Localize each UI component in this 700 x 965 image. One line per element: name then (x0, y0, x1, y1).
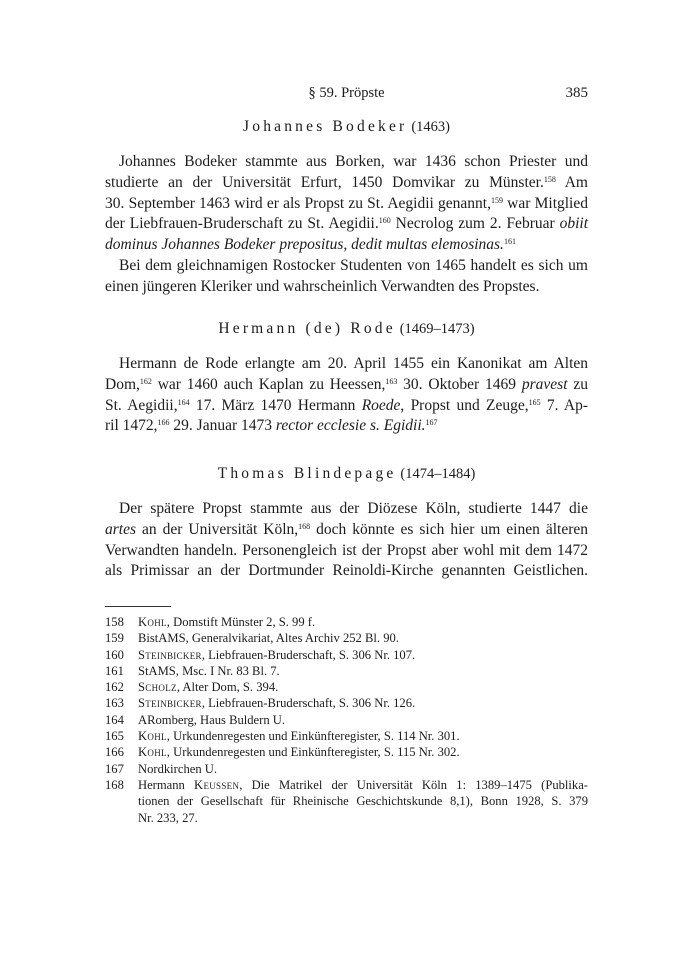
author-name: Scholz (138, 680, 177, 695)
text-run: ril 1472, (105, 417, 158, 435)
text-run: tionen der Gesellschaft für Rheinische Geschichtskunde 8,1), Bonn 1928, S. 379 (138, 794, 588, 809)
text-line (105, 499, 588, 520)
footnotes (105, 614, 588, 826)
text-run: , Urkundenregesten und Einkünfteregister, S. 114 Nr. 301. (166, 729, 460, 744)
footnote (105, 761, 588, 777)
text-run: Hermann de Rode erlangte am 20. April 1455 ein Kanonikat am Alten (119, 355, 588, 372)
footnote-number: 162 (105, 680, 124, 695)
author-name: Keussen (194, 777, 240, 792)
footnote (105, 728, 588, 744)
text-run: war Mitglied (502, 194, 588, 212)
section-heading-name: Hermann (de) Rode (218, 320, 396, 337)
footnote-line (138, 728, 588, 744)
text-run: 17. März 1470 Hermann (189, 396, 362, 414)
footnote-line (138, 647, 588, 663)
italic-text: pravest (521, 375, 568, 393)
text-run: St. Aegidii, (105, 396, 178, 414)
footnote-line (138, 695, 588, 711)
text-line (105, 541, 588, 562)
text-line (105, 194, 588, 215)
footnote-line (138, 810, 588, 826)
text-run: Verwandten handeln. Personengleich ist der Propst aber wohl mit dem 1472 (105, 541, 588, 559)
footnote (105, 695, 588, 711)
text-run: Nordkirchen U. (138, 761, 218, 776)
footnote-line (138, 614, 588, 630)
italic-text: obiit (559, 215, 589, 233)
text-line (105, 354, 588, 375)
text-run: 30. September 1463 wird er als Propst zu St. Aegidii genannt, (105, 194, 491, 212)
footnote-line (138, 777, 588, 793)
footnote-line (138, 663, 588, 679)
text-line (105, 152, 588, 173)
section-heading (105, 465, 588, 483)
footnote-number: 167 (105, 761, 124, 776)
footnote-number: 168 (105, 777, 124, 792)
footnote-number: 164 (105, 712, 124, 727)
text-run: Der spätere Propst stammte aus der Diözese Köln, studierte 1447 die (119, 500, 588, 517)
footnote-text (138, 647, 588, 663)
text-run: war 1460 auch Kaplan zu Heessen, (151, 375, 386, 393)
author-name: Kohl (138, 615, 167, 629)
text-run: Bei dem gleichnamigen Rostocker Studenten von 1465 handelt es sich um (119, 257, 588, 274)
footnote-text (138, 712, 588, 728)
footnote-ref: 162 (139, 376, 152, 386)
footnote (105, 614, 588, 630)
footnote (105, 663, 588, 679)
footnote-text (138, 728, 588, 744)
footnote-text (138, 777, 588, 826)
text-line (105, 375, 588, 396)
text-run: , Domstift Münster 2, S. 99 f. (166, 615, 316, 629)
text-run: 29. Januar 1473 (169, 417, 276, 435)
text-line (105, 235, 588, 256)
section-heading-name: Thomas Blindepage (217, 465, 397, 482)
footnote-ref: 159 (490, 195, 503, 205)
footnote-rule (105, 606, 171, 607)
footnote (105, 744, 588, 760)
text-run: einen jüngeren Kleriker und wahrscheinlich Verwandten des Propstes. (105, 277, 540, 295)
footnote-text (138, 744, 588, 760)
section-heading-years: (1469–1473) (399, 321, 475, 337)
body-paragraph (105, 499, 588, 582)
author-name: Kohl (138, 745, 167, 760)
body-paragraph (105, 354, 588, 437)
text-line (105, 214, 588, 235)
footnote-number: 161 (105, 663, 124, 678)
text-run: doch könnte es sich hier um einen älteren (310, 520, 588, 538)
footnote-number: 163 (105, 696, 124, 711)
text-run: Dom, (105, 375, 140, 393)
italic-text: Roede (361, 396, 401, 414)
text-run: BistAMS, Generalvikariat, Altes Archiv 252 Bl. 90. (138, 631, 399, 646)
author-name: Kohl (138, 729, 167, 744)
text-run: Necrolog zum 2. Februar (390, 215, 560, 233)
text-line (105, 256, 588, 277)
text-run: zu (567, 375, 589, 393)
section-heading-years: (1474–1484) (400, 466, 476, 482)
text-run: Am (555, 173, 588, 191)
footnote-line (138, 761, 588, 777)
footnote-number: 158 (105, 615, 124, 629)
text-run: StAMS, Msc. I Nr. 83 Bl. 7. (138, 663, 280, 678)
author-name: Steinbicker (138, 696, 202, 711)
footnote-ref: 163 (385, 376, 398, 386)
footnote-ref: 166 (157, 418, 170, 428)
text-run: 30. Oktober 1469 (397, 375, 522, 393)
text-run: studierte an der Universität Erfurt, 1450 Domvikar zu Münster. (105, 173, 544, 191)
text-run: Nr. 233, 27. (138, 810, 198, 825)
section-heading (105, 320, 588, 338)
footnote-ref: 160 (378, 216, 391, 226)
footnote-ref: 158 (543, 174, 556, 184)
text-run: an der Universität Köln, (136, 520, 299, 538)
text-line (105, 277, 588, 298)
text-run: der Liebfrauen-Bruderschaft zu St. Aegidii. (105, 215, 379, 233)
footnote-ref: 168 (298, 521, 311, 531)
footnote (105, 630, 588, 646)
footnote-line (138, 630, 588, 646)
footnote (105, 712, 588, 728)
section-heading-years: (1463) (411, 119, 450, 135)
footnote-text (138, 679, 588, 695)
footnote-text (138, 614, 588, 630)
section-heading (105, 118, 588, 136)
text-run: , Liebfrauen-Bruderschaft, S. 306 Nr. 126. (201, 696, 416, 711)
text-line (105, 520, 588, 541)
text-run: ARomberg, Haus Buldern U. (138, 712, 286, 727)
footnote-text (138, 663, 588, 679)
footnote-number: 165 (105, 729, 124, 744)
text-line (105, 561, 588, 582)
text-line (105, 396, 588, 417)
section-heading-name: Johannes Bodeker (243, 118, 408, 135)
footnote (105, 777, 588, 826)
body-paragraph (105, 256, 588, 298)
footnote-ref: 167 (425, 418, 438, 428)
author-name: Steinbicker (138, 647, 202, 662)
text-run: Hermann (138, 777, 195, 792)
footnote-line (138, 793, 588, 809)
footnote-ref: 164 (177, 397, 190, 407)
footnote-line (138, 744, 588, 760)
footnote-number: 159 (105, 631, 124, 646)
footnote-line (138, 712, 588, 728)
italic-text: artes (105, 520, 136, 538)
running-head-section: § 59. Pröpste (308, 85, 385, 101)
text-line (105, 416, 588, 437)
footnote-line (138, 679, 588, 695)
text-run: , Urkundenregesten und Einkünfteregister, S. 115 Nr. 302. (166, 745, 460, 760)
page-number: 385 (565, 85, 588, 101)
text-run: 7. Ap- (540, 396, 588, 414)
text-run: , Die Matrikel der Universität Köln 1: 1389–1475 (Publika- (239, 777, 588, 792)
italic-text: rector ecclesie s. Egidii. (275, 417, 426, 435)
footnote (105, 679, 588, 695)
footnote (105, 647, 588, 663)
text-run: als Primissar an der Dortmunder Reinoldi-Kirche genannten Geistlichen. (105, 562, 588, 580)
text-run: , Liebfrauen-Bruderschaft, S. 306 Nr. 107. (201, 647, 416, 662)
footnote-ref: 165 (528, 397, 541, 407)
footnote-number: 160 (105, 647, 124, 662)
text-run: , Propst und Zeuge, (400, 396, 529, 414)
footnote-text (138, 695, 588, 711)
text-run: , Alter Dom, S. 394. (176, 680, 279, 695)
text-run: Johannes Bodeker stammte aus Borken, war 1436 schon Priester und (119, 153, 588, 170)
running-head (105, 85, 588, 105)
footnote-text (138, 630, 588, 646)
text-line (105, 173, 588, 194)
footnote-number: 166 (105, 745, 124, 760)
body-paragraph (105, 152, 588, 256)
italic-text: dominus Johannes Bodeker prepositus, dedit multas elemosinas. (105, 236, 504, 254)
footnote-text (138, 761, 588, 777)
footnote-ref: 161 (503, 237, 516, 247)
